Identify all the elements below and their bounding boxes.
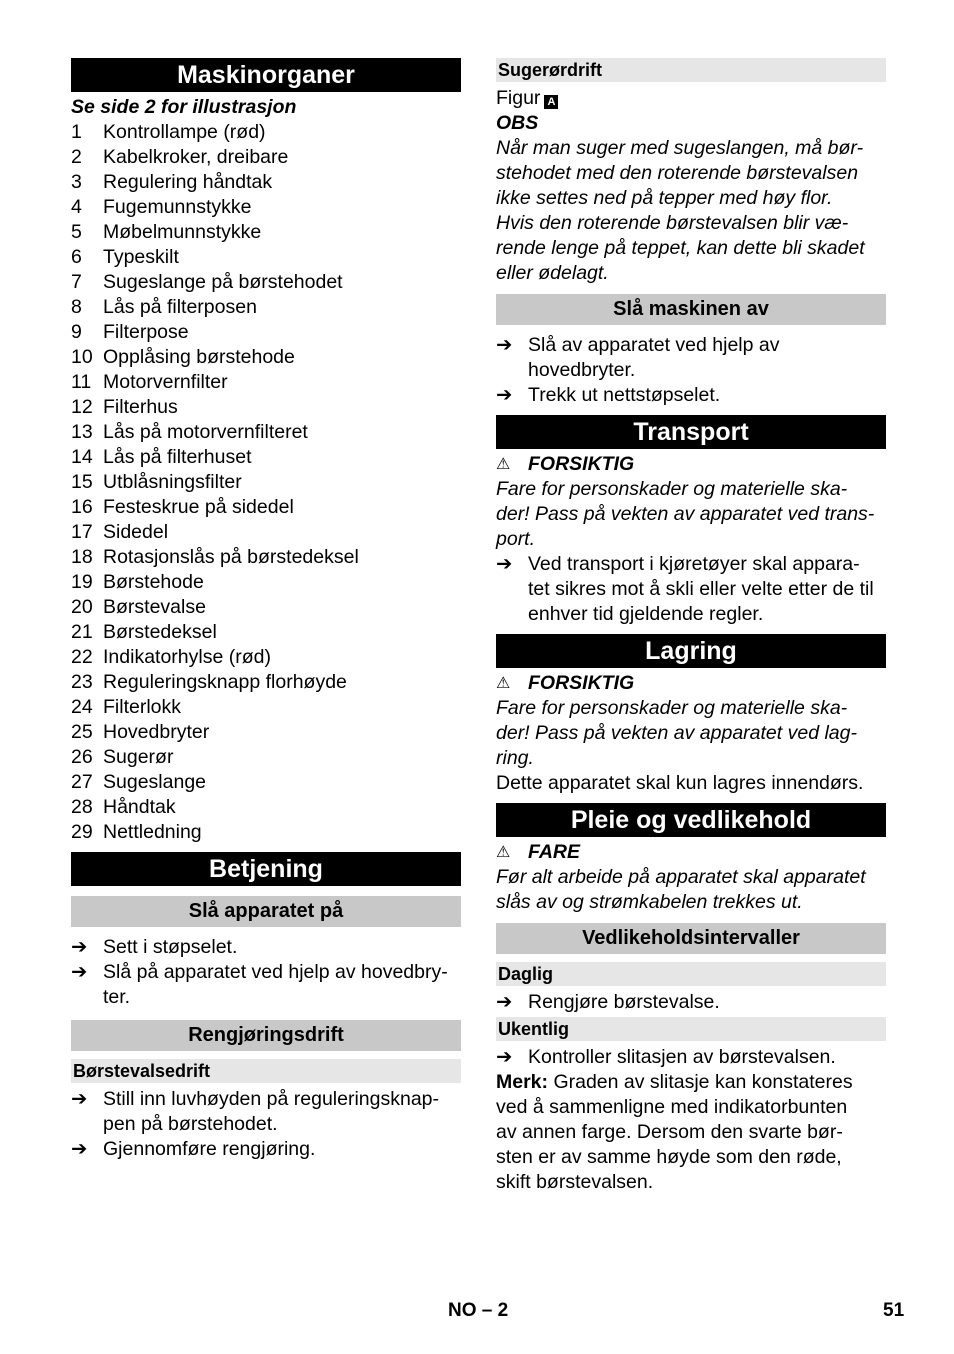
part-number: 15 <box>71 471 93 493</box>
part-number: 19 <box>71 571 93 593</box>
part-number: 20 <box>71 596 93 618</box>
part-label: Børstehode <box>103 571 204 593</box>
sla-av-step <box>496 333 886 383</box>
transport-warning <box>496 452 886 477</box>
part-number: 4 <box>71 196 82 218</box>
arrow-right-icon: ➔ <box>71 961 88 983</box>
heading-vedlikeholdsintervaller: Vedlikeholdsintervaller <box>496 923 886 954</box>
part-number: 5 <box>71 221 82 243</box>
part-item <box>71 570 461 595</box>
arrow-right-icon: ➔ <box>71 936 88 958</box>
part-label: Sugeslange <box>103 771 207 793</box>
daglig-step-text: Rengjøre børstevalse. <box>528 991 720 1013</box>
part-item <box>71 670 461 695</box>
part-item <box>71 145 461 170</box>
borstevalse-step <box>71 1137 461 1162</box>
part-label: Filterpose <box>103 321 189 343</box>
part-item <box>71 345 461 370</box>
illustration-reference: Se side 2 for illustrasjon <box>71 96 297 118</box>
part-item <box>71 770 461 795</box>
part-item <box>71 795 461 820</box>
pleie-warning-text: Før alt arbeide på apparatet skal apparatet slås av og strømkabelen trekkes ut. <box>496 866 866 913</box>
part-number: 6 <box>71 246 82 268</box>
part-number: 8 <box>71 296 82 318</box>
part-label: Rotasjonslås på børstedeksel <box>103 546 359 568</box>
part-item <box>71 545 461 570</box>
part-label: Kontrollampe (rød) <box>103 121 266 143</box>
part-label: Børstedeksel <box>103 621 217 643</box>
obs-text: Når man suger med sugeslangen, må bør- stehodet med den roterende børstevalsen ikke settes ned på tepper med høy flor. Hvis den roterende børstevalsen blir væ- rende lenge på teppet, kan dette bli skadet eller ødelagt. <box>496 137 865 284</box>
warning-triangle-icon: ⚠ <box>496 456 511 473</box>
merk-paragraph <box>496 1070 886 1195</box>
page-number: 51 <box>883 1300 905 1321</box>
borstevalse-step <box>71 1087 461 1137</box>
ukentlig-step-text: Kontroller slitasjen av børstevalsen. <box>528 1046 836 1068</box>
part-label: Typeskilt <box>103 246 179 268</box>
part-item <box>71 520 461 545</box>
lagring-warning-label: FORSIKTIG <box>528 672 635 694</box>
part-item <box>71 320 461 345</box>
borstevalse-step-text: Gjennomføre rengjøring. <box>103 1138 316 1160</box>
sla-av-steps <box>496 333 886 408</box>
part-label: Møbelmunnstykke <box>103 221 262 243</box>
part-label: Indikatorhylse (rød) <box>103 646 271 668</box>
sla-av-step <box>496 383 886 408</box>
merk-text: Graden av slitasje kan konstateres ved å sammenligne med indikatorbunten av annen farge. Dersom den svarte bør- sten er av samme høyde som den røde, skift børstevalsen. <box>496 1071 853 1193</box>
part-label: Lås på motorvernfilteret <box>103 421 308 443</box>
sla-pa-steps <box>71 935 461 1010</box>
heading-daglig: Daglig <box>496 962 886 986</box>
part-number: 18 <box>71 546 93 568</box>
sla-av-step-text: Trekk ut nettstøpselet. <box>528 384 721 406</box>
right-column <box>496 58 886 1195</box>
transport-warning-text: Fare for personskader og materielle ska- der! Pass på vekten av apparatet ved trans- port. <box>496 478 875 550</box>
part-item <box>71 470 461 495</box>
left-column <box>71 58 461 1162</box>
part-number: 3 <box>71 171 82 193</box>
arrow-right-icon: ➔ <box>71 1088 88 1110</box>
daglig-step <box>496 990 886 1015</box>
part-label: Sidedel <box>103 521 169 543</box>
part-number: 11 <box>71 371 92 393</box>
heading-sla-apparatet-pa: Slå apparatet på <box>71 896 461 927</box>
part-number: 21 <box>71 621 93 643</box>
sla-pa-step <box>71 960 461 1010</box>
obs-label: OBS <box>496 112 539 134</box>
part-item <box>71 395 461 420</box>
heading-sugerordrift: Sugerørdrift <box>496 58 886 82</box>
part-label: Børstevalse <box>103 596 206 618</box>
part-number: 28 <box>71 796 93 818</box>
heading-transport: Transport <box>496 415 886 449</box>
part-label: Sugerør <box>103 746 174 768</box>
figur-label: Figur <box>496 87 541 109</box>
part-number: 9 <box>71 321 82 343</box>
sla-av-step-text: Slå av apparatet ved hjelp av hovedbryter. <box>528 334 780 381</box>
lagring-warning-text: Fare for personskader og materielle ska- der! Pass på vekten av apparatet ved lag- ring. <box>496 697 857 769</box>
heading-rengjoringsdrift: Rengjøringsdrift <box>71 1020 461 1051</box>
part-item <box>71 495 461 520</box>
part-label: Nettledning <box>103 821 202 843</box>
arrow-right-icon: ➔ <box>496 991 513 1013</box>
part-label: Filterlokk <box>103 696 182 718</box>
warning-triangle-icon: ⚠ <box>496 844 511 861</box>
part-label: Motorvernfilter <box>103 371 228 393</box>
arrow-right-icon: ➔ <box>496 1046 513 1068</box>
heading-betjening: Betjening <box>71 852 461 886</box>
part-label: Regulering håndtak <box>103 171 273 193</box>
part-number: 27 <box>71 771 93 793</box>
pleie-warning-label: FARE <box>528 841 581 863</box>
part-number: 7 <box>71 271 82 293</box>
part-item <box>71 595 461 620</box>
heading-pleie-og-vedlikehold: Pleie og vedlikehold <box>496 803 886 837</box>
footer-section-label: NO – 2 <box>448 1300 509 1321</box>
part-label: Sugeslange på børstehodet <box>103 271 343 293</box>
part-number: 23 <box>71 671 93 693</box>
heading-borstevalsedrift: Børstevalsedrift <box>71 1059 461 1083</box>
sla-pa-step-text: Slå på apparatet ved hjelp av hovedbry- ter. <box>103 961 448 1008</box>
pleie-warning <box>496 840 886 865</box>
part-number: 22 <box>71 646 93 668</box>
part-label: Lås på filterposen <box>103 296 257 318</box>
part-label: Utblåsningsfilter <box>103 471 242 493</box>
part-number: 1 <box>71 121 82 143</box>
part-number: 16 <box>71 496 93 518</box>
parts-list <box>71 120 461 845</box>
borstevalse-step-text: Still inn luvhøyden på reguleringsknap- pen på børstehodet. <box>103 1088 440 1135</box>
transport-step-text: Ved transport i kjøretøyer skal appara- tet sikres mot å skli eller velte etter de til enhver tid gjeldende regler. <box>528 553 874 625</box>
lagring-text: Dette apparatet skal kun lagres innendørs. <box>496 772 864 794</box>
part-item <box>71 420 461 445</box>
part-number: 13 <box>71 421 93 443</box>
sla-pa-step <box>71 935 461 960</box>
part-item <box>71 720 461 745</box>
transport-warning-label: FORSIKTIG <box>528 453 635 475</box>
part-item <box>71 620 461 645</box>
part-number: 14 <box>71 446 93 468</box>
figure-reference <box>496 86 886 111</box>
part-label: Fugemunnstykke <box>103 196 252 218</box>
heading-lagring: Lagring <box>496 634 886 668</box>
part-item <box>71 370 461 395</box>
ukentlig-step <box>496 1045 886 1070</box>
part-label: Kabelkroker, dreibare <box>103 146 289 168</box>
figure-a-icon: A <box>544 95 558 109</box>
arrow-right-icon: ➔ <box>496 334 513 356</box>
part-label: Hovedbryter <box>103 721 210 743</box>
part-number: 25 <box>71 721 93 743</box>
warning-triangle-icon: ⚠ <box>496 675 511 692</box>
arrow-right-icon: ➔ <box>496 553 513 575</box>
part-item <box>71 445 461 470</box>
part-label: Festeskrue på sidedel <box>103 496 294 518</box>
arrow-right-icon: ➔ <box>71 1138 88 1160</box>
part-item <box>71 245 461 270</box>
part-item <box>71 745 461 770</box>
part-item <box>71 270 461 295</box>
part-number: 29 <box>71 821 93 843</box>
part-item <box>71 645 461 670</box>
heading-ukentlig: Ukentlig <box>496 1017 886 1041</box>
part-label: Håndtak <box>103 796 176 818</box>
arrow-right-icon: ➔ <box>496 384 513 406</box>
borstevalse-steps <box>71 1087 461 1162</box>
part-label: Lås på filterhuset <box>103 446 252 468</box>
part-number: 24 <box>71 696 93 718</box>
part-item <box>71 120 461 145</box>
part-label: Reguleringsknapp florhøyde <box>103 671 347 693</box>
part-number: 26 <box>71 746 93 768</box>
merk-label: Merk: <box>496 1071 549 1093</box>
part-item <box>71 295 461 320</box>
heading-maskinorganer: Maskinorganer <box>71 58 461 92</box>
part-number: 10 <box>71 346 93 368</box>
part-number: 2 <box>71 146 82 168</box>
part-number: 17 <box>71 521 93 543</box>
part-number: 12 <box>71 396 93 418</box>
sla-pa-step-text: Sett i støpselet. <box>103 936 238 958</box>
part-item <box>71 695 461 720</box>
part-label: Filterhus <box>103 396 178 418</box>
part-item <box>71 195 461 220</box>
part-item <box>71 820 461 845</box>
transport-step <box>496 552 886 627</box>
part-item <box>71 220 461 245</box>
part-label: Opplåsing børstehode <box>103 346 295 368</box>
lagring-warning <box>496 671 886 696</box>
heading-sla-maskinen-av: Slå maskinen av <box>496 294 886 325</box>
part-item <box>71 170 461 195</box>
